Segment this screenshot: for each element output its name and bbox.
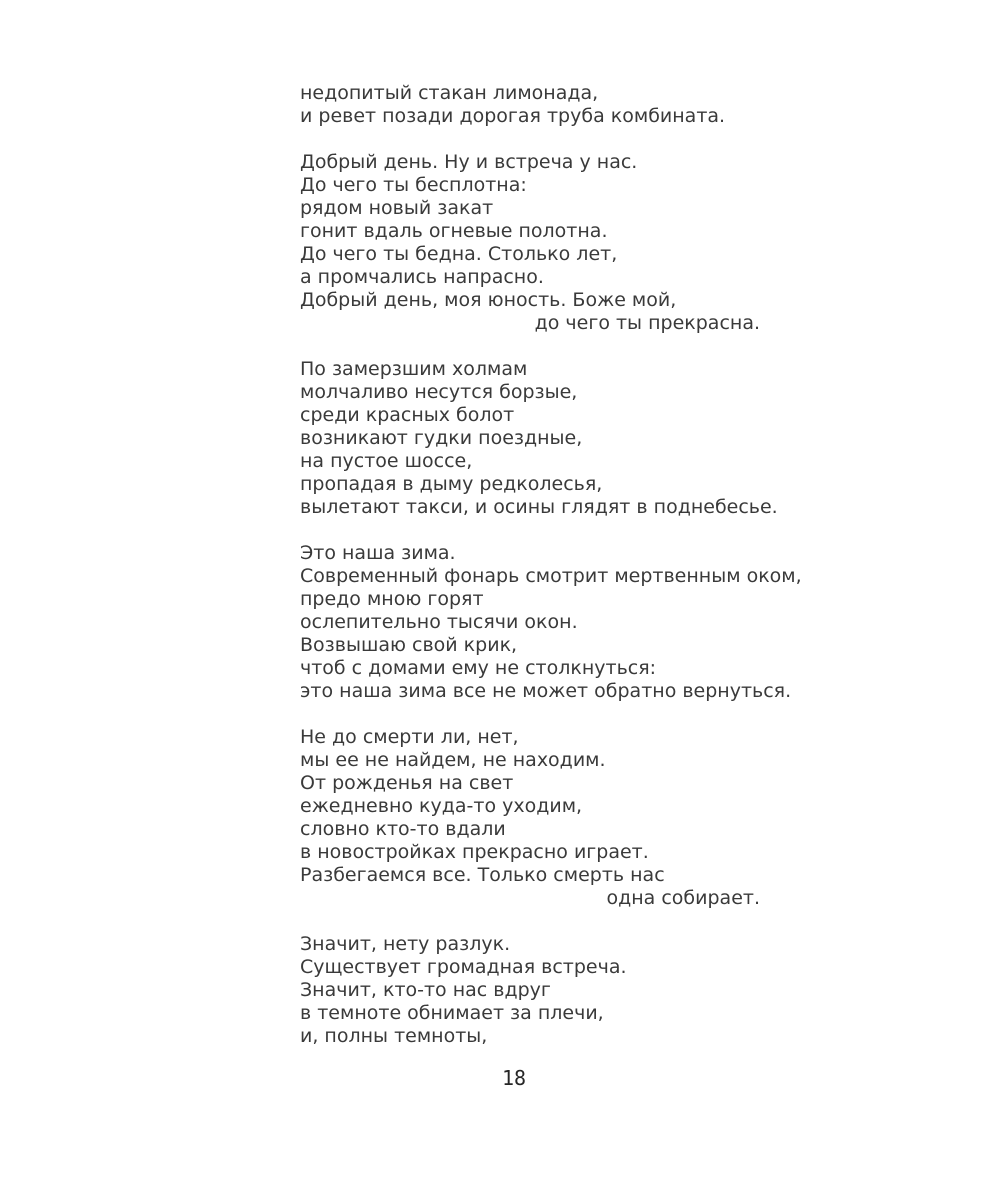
poem-line: Добрый день, моя юность. Боже мой, <box>300 289 677 311</box>
poem-line: возникают гудки поездные, <box>300 427 583 449</box>
stanza <box>300 358 778 519</box>
poem-line: недопитый стакан лимонада, <box>300 82 599 104</box>
poem-line: Возвышаю свой крик, <box>300 634 518 656</box>
stanza <box>300 82 760 128</box>
poem-line: среди красных болот <box>300 404 515 426</box>
poem-line: в новостройках прекрасно играет. <box>300 841 649 863</box>
poem-line: на пустое шоссе, <box>300 450 473 472</box>
poem-line: До чего ты бесплотна: <box>300 174 527 196</box>
poem-line: и, полны темноты, <box>300 1025 488 1047</box>
poem-line: До чего ты бедна. Столько лет, <box>300 243 618 265</box>
poem-line: Существует громадная встреча. <box>300 956 627 978</box>
poem-line: одна собирает. <box>606 887 760 909</box>
stanza <box>300 542 802 703</box>
stanza <box>300 726 760 910</box>
poem-line: Не до смерти ли, нет, <box>300 726 519 748</box>
poem-line: От рожденья на свет <box>300 772 514 794</box>
poem-line: чтоб с домами ему не столкнуться: <box>300 657 657 679</box>
poem-line: Разбегаемся все. Только смерть нас <box>300 864 665 886</box>
poem-line: до чего ты прекрасна. <box>534 312 760 334</box>
poem-line: и ревет позади дорогая труба комбината. <box>300 105 726 127</box>
poem-line: предо мною горят <box>300 588 484 610</box>
poem-line: пропадая в дыму редколесья, <box>300 473 603 495</box>
poem-line: мы ее не найдем, не находим. <box>300 749 606 771</box>
stanza <box>300 933 760 1048</box>
poem-line: Современный фонарь смотрит мертвенным оком, <box>300 565 802 587</box>
poem-line: в темноте обнимает за плечи, <box>300 1002 604 1024</box>
poem-line: По замерзшим холмам <box>300 358 528 380</box>
poem-line: Значит, нету разлук. <box>300 933 511 955</box>
poem-line: рядом новый закат <box>300 197 494 219</box>
poem <box>300 82 802 1048</box>
poem-line: это наша зима все не может обратно вернуться. <box>300 680 792 702</box>
poem-line: Добрый день. Ну и встреча у нас. <box>300 151 638 173</box>
poem-line: а промчались напрасно. <box>300 266 544 288</box>
poem-line: вылетают такси, и осины глядят в поднебесье. <box>300 496 778 518</box>
poem-line: ослепительно тысячи окон. <box>300 611 578 633</box>
poem-line: Значит, кто-то нас вдруг <box>300 979 551 1001</box>
poem-line: гонит вдаль огневые полотна. <box>300 220 608 242</box>
page-number: 18 <box>501 1066 527 1090</box>
poem-line: Это наша зима. <box>300 542 456 564</box>
stanza <box>300 151 760 335</box>
poem-line: ежедневно куда-то уходим, <box>300 795 583 817</box>
poem-line: словно кто-то вдали <box>300 818 506 840</box>
poem-line: молчаливо несутся борзые, <box>300 381 578 403</box>
